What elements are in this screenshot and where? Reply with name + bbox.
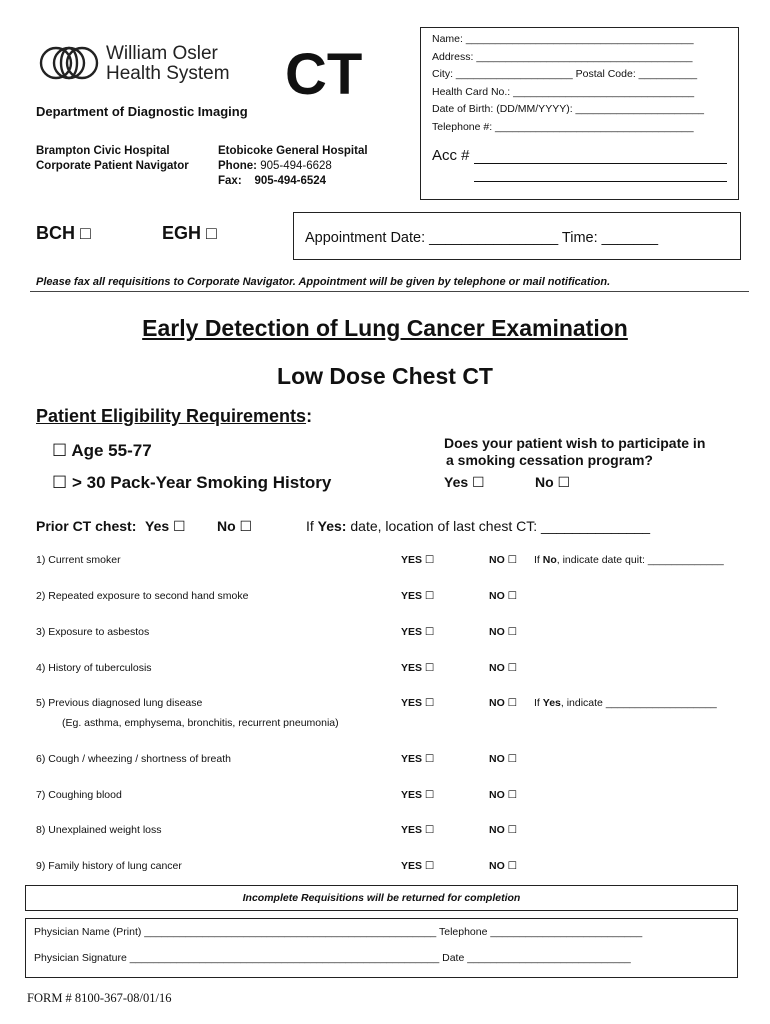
question-4-yes-checkbox[interactable]: YES ☐ <box>401 662 435 674</box>
prior-ct-if-rest: date, location of last chest CT: ______________ <box>346 518 651 534</box>
egh-checkbox[interactable]: EGH □ <box>162 223 217 243</box>
physician-name-telephone-field[interactable]: Physician Name (Print) __________________________________________________ Telephone __________________________ <box>34 926 643 938</box>
acc-input-line-2[interactable] <box>474 181 727 182</box>
question-1-yes-checkbox[interactable]: YES ☐ <box>401 554 435 566</box>
prior-ct-if: If <box>306 518 318 534</box>
divider <box>30 291 749 292</box>
fax-row <box>218 174 368 189</box>
question-9-yes-checkbox[interactable]: YES ☐ <box>401 860 435 872</box>
question-7-yes-checkbox[interactable]: YES ☐ <box>401 789 435 801</box>
question-7-text: 7) Coughing blood <box>36 789 122 801</box>
cessation-question-line-2: a smoking cessation program? <box>446 452 653 468</box>
question-8-yes-checkbox[interactable]: YES ☐ <box>401 824 435 836</box>
bch-checkbox[interactable]: BCH □ <box>36 223 91 243</box>
age-requirement-checkbox[interactable]: ☐ Age 55-77 <box>52 441 152 460</box>
brampton-hospital-name: Brampton Civic Hospital <box>36 145 170 157</box>
prior-ct-details-field[interactable] <box>306 518 650 534</box>
question-2-no-checkbox[interactable]: NO ☐ <box>489 590 518 602</box>
date-of-birth-field[interactable]: Date of Birth: (DD/MM/YYYY): ______________________ <box>432 103 705 115</box>
question-5-no-checkbox[interactable]: NO ☐ <box>489 697 518 709</box>
question-3-no-checkbox[interactable]: NO ☐ <box>489 626 518 638</box>
patient-fields <box>432 31 704 136</box>
cessation-yes-checkbox[interactable]: Yes ☐ <box>444 474 485 490</box>
brampton-block <box>36 144 189 174</box>
question-5-example: (Eg. asthma, emphysema, bronchitis, recurrent pneumonia) <box>62 717 339 729</box>
question-3-text: 3) Exposure to asbestos <box>36 626 150 638</box>
fax-value: 905-494-6524 <box>254 175 327 187</box>
question-8-no-checkbox[interactable]: NO ☐ <box>489 824 518 836</box>
acc-input-line[interactable] <box>474 163 727 164</box>
question-9-no-checkbox[interactable]: NO ☐ <box>489 860 518 872</box>
question-4-no-checkbox[interactable]: NO ☐ <box>489 662 518 674</box>
cessation-no-checkbox[interactable]: No ☐ <box>535 474 571 490</box>
question-2-yes-checkbox[interactable]: YES ☐ <box>401 590 435 602</box>
telephone-field[interactable]: Telephone #: __________________________________ <box>432 120 694 133</box>
eligibility-heading <box>36 406 312 427</box>
phone-value: 905-494-6628 <box>260 160 332 172</box>
logo-line-2: Health System <box>106 63 230 84</box>
q5-extra-bold: Yes <box>542 697 561 709</box>
question-9-text: 9) Family history of lung cancer <box>36 860 182 872</box>
question-1-no-checkbox[interactable]: NO ☐ <box>489 554 518 566</box>
question-8-text: 8) Unexplained weight loss <box>36 824 162 836</box>
prior-ct-if-yes: Yes: <box>317 518 347 534</box>
cessation-question <box>444 435 705 469</box>
question-5-text: 5) Previous diagnosed lung disease <box>36 697 203 709</box>
question-6-no-checkbox[interactable]: NO ☐ <box>489 753 518 765</box>
q5-extra-post: , indicate ___________________ <box>560 697 717 709</box>
william-osler-logo-icon <box>36 40 102 86</box>
modality-label: CT <box>285 42 363 107</box>
question-3-yes-checkbox[interactable]: YES ☐ <box>401 626 435 638</box>
fax-instruction: Please fax all requisitions to Corporate Navigator. Appointment will be given by telephone or mail notification. <box>36 276 611 288</box>
question-6-yes-checkbox[interactable]: YES ☐ <box>401 753 435 765</box>
question-2-text: 2) Repeated exposure to second hand smoke <box>36 590 249 602</box>
logo-wordmark <box>106 44 230 84</box>
fax-label: Fax: <box>218 175 242 187</box>
acc-label: Acc # <box>432 147 470 164</box>
eligibility-colon: : <box>306 406 313 426</box>
prior-ct-yes-checkbox[interactable]: Yes ☐ <box>145 518 186 534</box>
phone-row <box>218 159 368 174</box>
q1-extra-post: , indicate date quit: _____________ <box>556 554 724 566</box>
form-subtitle: Low Dose Chest CT <box>277 363 493 389</box>
physician-signature-date-field[interactable]: Physician Signature _____________________________________________________ Date ____________________________ <box>34 952 631 964</box>
form-title: Early Detection of Lung Cancer Examination <box>142 315 628 341</box>
patient-address-field[interactable]: Address: _____________________________________ <box>432 50 693 63</box>
etobicoke-hospital-name: Etobicoke General Hospital <box>218 145 368 157</box>
etobicoke-block <box>218 144 368 189</box>
question-1-date-quit-field[interactable] <box>534 554 724 566</box>
question-5-yes-checkbox[interactable]: YES ☐ <box>401 697 435 709</box>
question-1-text: 1) Current smoker <box>36 554 121 566</box>
question-6-text: 6) Cough / wheezing / shortness of breath <box>36 753 231 765</box>
form-number: FORM # 8100-367-08/01/16 <box>27 991 172 1005</box>
q5-extra-pre: If <box>534 697 543 709</box>
question-4-text: 4) History of tuberculosis <box>36 662 152 674</box>
prior-ct-no-checkbox[interactable]: No ☐ <box>217 518 253 534</box>
question-5-indicate-field[interactable] <box>534 697 717 709</box>
department-name: Department of Diagnostic Imaging <box>36 104 248 119</box>
smoking-history-checkbox[interactable]: ☐ > 30 Pack-Year Smoking History <box>52 473 332 492</box>
health-card-field[interactable]: Health Card No.: _______________________________ <box>432 85 695 98</box>
question-7-no-checkbox[interactable]: NO ☐ <box>489 789 518 801</box>
q1-extra-pre: If <box>534 554 543 566</box>
prior-ct-label: Prior CT chest: <box>36 518 137 534</box>
eligibility-heading-text: Patient Eligibility Requirements <box>36 406 307 426</box>
patient-name-field[interactable]: Name: _______________________________________ <box>432 33 694 45</box>
brampton-navigator: Corporate Patient Navigator <box>36 160 189 172</box>
cessation-question-line-1: Does your patient wish to participate in <box>444 435 706 451</box>
logo-line-1: William Osler <box>106 43 218 64</box>
q1-extra-bold: No <box>542 554 557 566</box>
patient-city-field[interactable]: City: ____________________ Postal Code: __________ <box>432 68 698 80</box>
phone-label: Phone: <box>218 160 257 172</box>
incomplete-notice: Incomplete Requisitions will be returned for completion <box>242 892 521 904</box>
appointment-date-time-field[interactable]: Appointment Date: ________________ Time: _______ <box>305 230 659 246</box>
